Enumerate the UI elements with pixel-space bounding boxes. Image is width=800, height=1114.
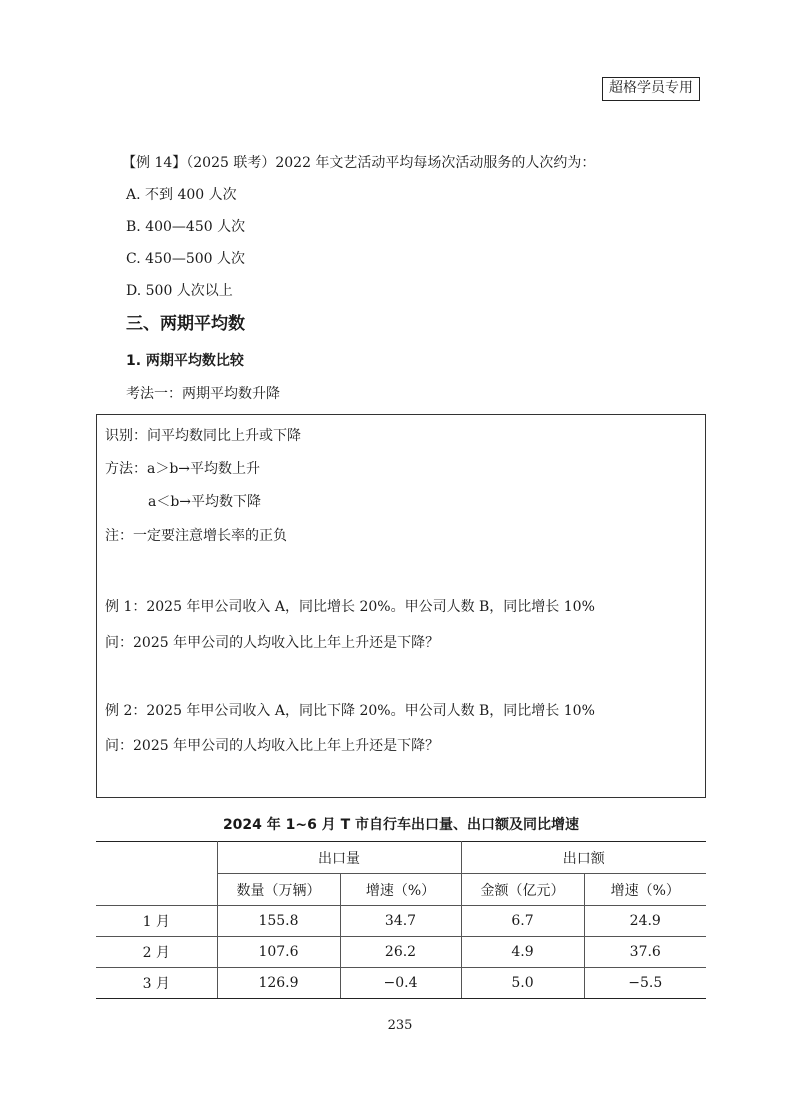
cell-quantity-growth: 34.7 [340,906,461,937]
subheader-quantity-growth: 增速（%） [340,874,461,906]
cell-amount: 6.7 [461,906,584,937]
subheader-amount: 金额（亿元） [461,874,584,906]
option-a: A. 不到 400 人次 [126,187,237,203]
student-only-badge: 超格学员专用 [602,77,700,101]
table-header-row [96,842,706,874]
cell-amount-growth: 37.6 [584,937,706,968]
export-table [96,841,706,999]
table-title: 2024 年 1~6 月 T 市自行车出口量、出口额及同比增速 [222,817,580,833]
subheader-quantity: 数量（万辆） [217,874,340,906]
table-row [96,968,706,999]
box-method-1: 方法：a＞b→平均数上升 [105,461,261,477]
option-c: C. 450—500 人次 [126,251,246,267]
cell-amount: 5.0 [461,968,584,999]
box-identify: 识别：问平均数同比上升或下降 [105,428,301,444]
cell-amount: 4.9 [461,937,584,968]
header-export-volume: 出口量 [217,842,461,874]
cell-quantity-growth: −0.4 [340,968,461,999]
option-b: B. 400—450 人次 [126,219,246,235]
section-heading: 三、两期平均数 [126,314,245,334]
cell-quantity: 155.8 [217,906,340,937]
box-example-1-question: 问：2025 年甲公司的人均收入比上年上升还是下降？ [105,635,440,651]
method-box [96,414,706,798]
cell-quantity: 126.9 [217,968,340,999]
header-export-value: 出口额 [461,842,706,874]
cell-quantity: 107.6 [217,937,340,968]
page-number: 235 [387,1018,413,1033]
box-method-2: a＜b→平均数下降 [148,494,262,510]
section-subheading: 1. 两期平均数比较 [126,353,244,369]
table-corner-cell [96,842,217,906]
table-row [96,906,706,937]
cell-amount-growth: −5.5 [584,968,706,999]
option-d: D. 500 人次以上 [126,283,233,299]
box-example-2-question: 问：2025 年甲公司的人均收入比上年上升还是下降？ [105,738,440,754]
row-month: 3 月 [96,968,217,999]
example-question: 【例 14】（2025 联考）2022 年文艺活动平均每场次活动服务的人次约为： [122,155,596,171]
cell-quantity-growth: 26.2 [340,937,461,968]
box-note: 注：一定要注意增长率的正负 [105,528,287,544]
cell-amount-growth: 24.9 [584,906,706,937]
table-row [96,937,706,968]
box-example-1-given: 例 1：2025 年甲公司收入 A，同比增长 20%。甲公司人数 B，同比增长 10% [105,599,595,615]
method-line: 考法一：两期平均数升降 [126,386,280,402]
row-month: 1 月 [96,906,217,937]
row-month: 2 月 [96,937,217,968]
box-example-2-given: 例 2：2025 年甲公司收入 A，同比下降 20%。甲公司人数 B，同比增长 10% [105,703,595,719]
subheader-amount-growth: 增速（%） [584,874,706,906]
